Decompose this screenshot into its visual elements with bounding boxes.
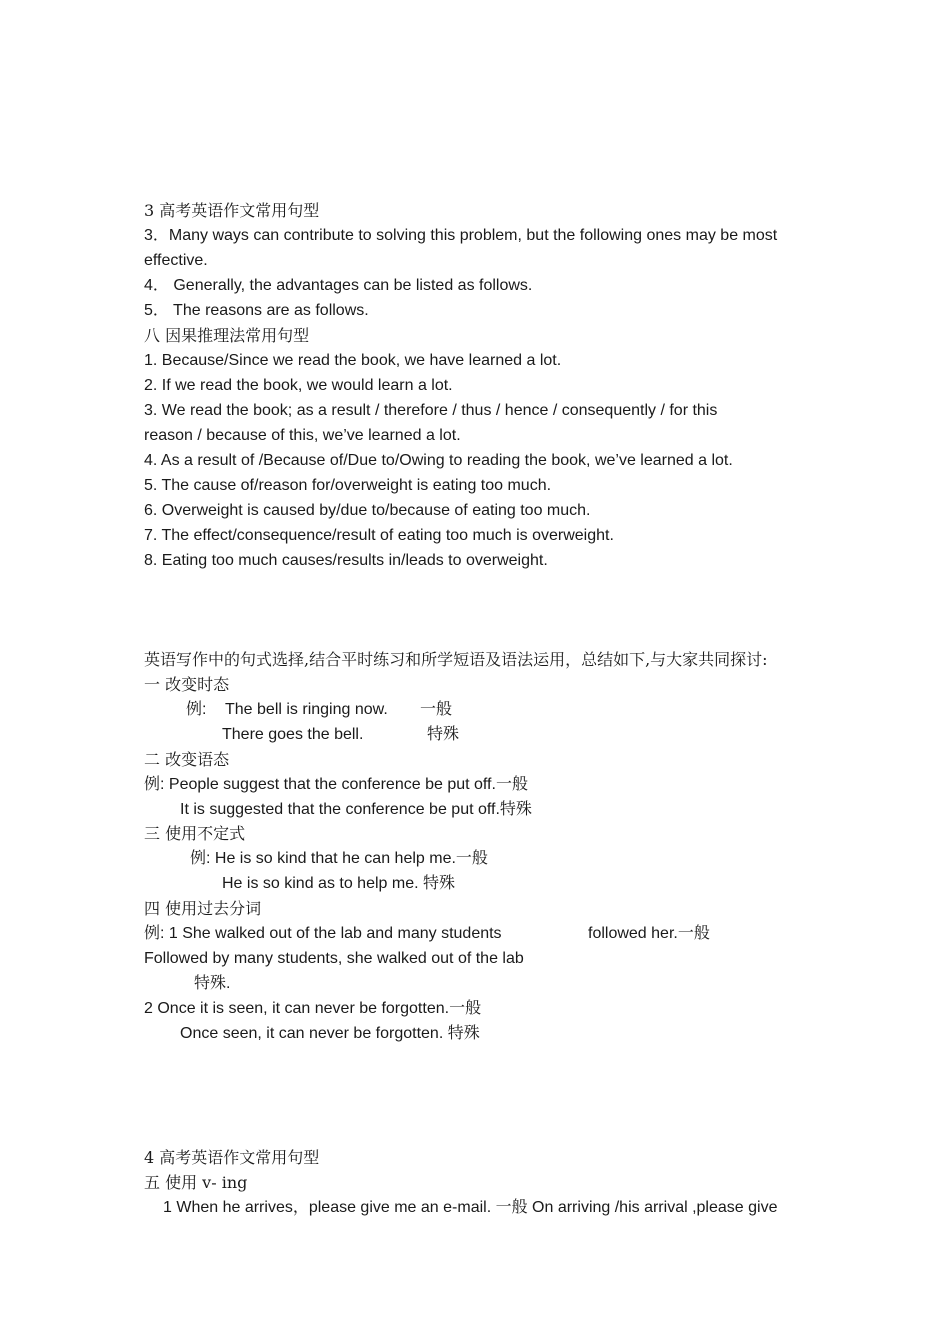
example-tag: 特殊 xyxy=(427,726,460,743)
section-heading: 3 高考英语作文常用句型 xyxy=(144,201,320,220)
sentence-line: 4． Generally, the advantages can be listed as follows. xyxy=(144,277,533,294)
example-sentence: 例: 1 She walked out of the lab and many students xyxy=(144,925,502,942)
example-sentence: 2 Once it is seen, it can never be forgotten.一般 xyxy=(144,1000,482,1017)
section-heading: 八 因果推理法常用句型 xyxy=(144,326,310,345)
sentence-line: 7. The effect/consequence/result of eating too much is overweight. xyxy=(144,527,614,544)
example-sentence: It is suggested that the conference be put off.特殊 xyxy=(180,801,532,818)
sentence-line: 5． The reasons are as follows. xyxy=(144,302,369,319)
sentence-line: 8. Eating too much causes/results in/leads to overweight. xyxy=(144,552,548,569)
sentence-line: effective. xyxy=(144,252,208,269)
section-heading: 一 改变时态 xyxy=(144,675,230,694)
example-tag: 特殊. xyxy=(194,975,231,992)
example-sentence: Once seen, it can never be forgotten. 特殊 xyxy=(180,1025,480,1042)
section-heading: 四 使用过去分词 xyxy=(144,899,262,918)
sentence-line: 3. We read the book; as a result / therefore / thus / hence / consequently / for this xyxy=(144,402,718,419)
example-label: 例: xyxy=(186,701,207,718)
section-heading: 4 高考英语作文常用句型 xyxy=(144,1148,320,1167)
example-sentence: Followed by many students, she walked out of the lab xyxy=(144,950,524,967)
section-heading: 五 使用 v- ing xyxy=(144,1173,248,1192)
sentence-line: 6. Overweight is caused by/due to/because of eating too much. xyxy=(144,502,591,519)
intro-paragraph: 英语写作中的句式选择,结合平时练习和所学短语及语法运用，总结如下,与大家共同探讨: xyxy=(144,650,768,669)
sentence-line: 4. As a result of /Because of/Due to/Owing to reading the book, we’ve learned a lot. xyxy=(144,452,733,469)
example-sentence: 例: He is so kind that he can help me.一般 xyxy=(190,850,488,867)
example-tag: 一般 xyxy=(420,701,453,718)
sentence-line: 1. Because/Since we read the book, we have learned a lot. xyxy=(144,352,562,369)
example-sentence-continuation: followed her.一般 xyxy=(588,925,710,942)
sentence-line: reason / because of this, we’ve learned a lot. xyxy=(144,427,461,444)
example-sentence: 例: People suggest that the conference be put off.一般 xyxy=(144,776,528,793)
example-sentence: He is so kind as to help me. 特殊 xyxy=(222,875,455,892)
sentence-line: 5. The cause of/reason for/overweight is eating too much. xyxy=(144,477,552,494)
section-heading: 二 改变语态 xyxy=(144,750,230,769)
sentence-line: 2. If we read the book, we would learn a lot. xyxy=(144,377,453,394)
example-sentence: 1 When he arrives，please give me an e-mail. 一般 On arriving /his arrival ,please give xyxy=(163,1199,778,1216)
sentence-line: 3．Many ways can contribute to solving this problem, but the following ones may be most xyxy=(144,227,778,244)
section-heading: 三 使用不定式 xyxy=(144,824,246,843)
example-sentence: There goes the bell. xyxy=(222,726,364,743)
example-sentence: The bell is ringing now. xyxy=(225,701,388,718)
